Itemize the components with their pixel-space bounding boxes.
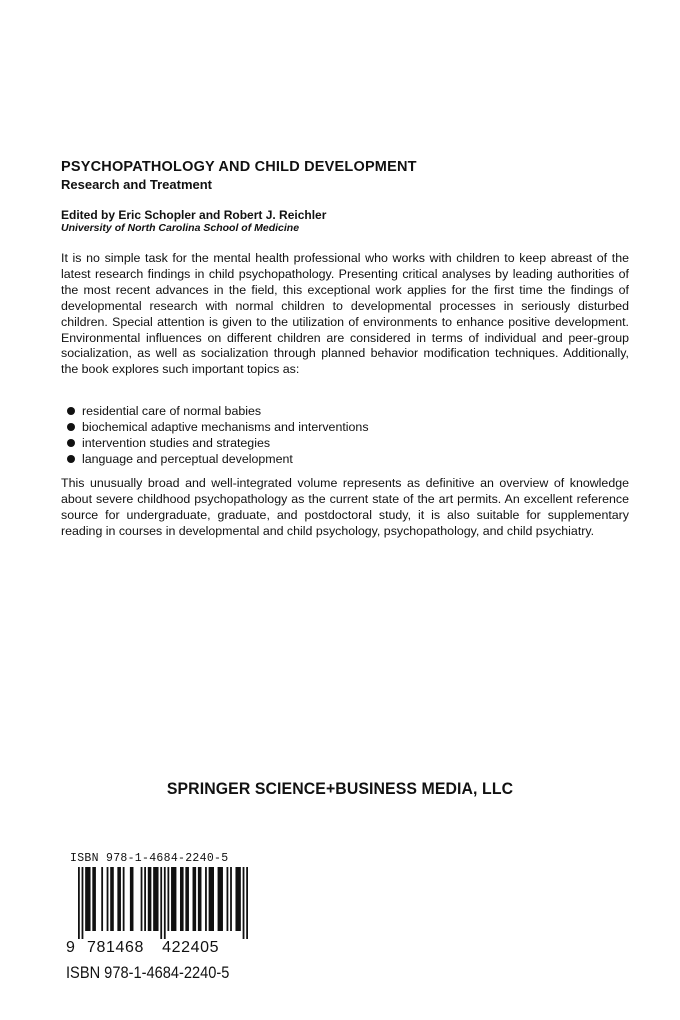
barcode-bar <box>246 867 248 939</box>
description-paragraph-1: It is no simple task for the mental health professional who works with children to keep abreast of the latest research findings in child psychopathology. Presenting critical analyses by leading authorities of the most recent advances in the field, this exceptional work applies for the first time the findings of developmental research with normal children to developmental processes in seriously disturbed children. Special attention is given to the utilization of environments to enhance positive development. Environmental influences on different children are considered in terms of individual and peer-group socialization, as well as socialization through planned behavior modification techniques. Additionally, the book explores such important topics as: <box>61 251 629 377</box>
bullet-icon <box>67 407 75 415</box>
barcode-bar <box>78 867 80 939</box>
barcode-bar <box>218 867 223 931</box>
barcode-bar <box>130 867 134 931</box>
barcode-bar <box>167 867 169 931</box>
barcode-bar <box>85 867 90 931</box>
topic-item <box>66 435 369 451</box>
isbn-label-top: ISBN 978-1-4684-2240-5 <box>70 852 229 865</box>
barcode-digits-left: 781468 <box>87 939 145 956</box>
topic-item <box>66 419 369 435</box>
barcode-bar <box>243 867 245 939</box>
topic-label: biochemical adaptive mechanisms and interventions <box>82 420 369 434</box>
publisher-name: SPRINGER SCIENCE+BUSINESS MEDIA, LLC <box>166 780 514 798</box>
barcode-bar <box>227 867 229 931</box>
topic-label: language and perceptual development <box>82 452 293 466</box>
barcode-bar <box>123 867 125 931</box>
barcode-bar <box>141 867 143 931</box>
barcode-bar <box>164 867 166 939</box>
barcode-bar <box>110 867 114 931</box>
barcode-bar <box>235 867 240 931</box>
barcode-bar <box>180 867 184 931</box>
bullet-icon <box>67 439 75 447</box>
barcode-bar <box>230 867 232 931</box>
barcode-bar <box>160 867 162 939</box>
barcode-bar <box>101 867 103 931</box>
barcode-bar <box>209 867 214 931</box>
barcode-bars <box>78 867 248 939</box>
bullet-icon <box>67 455 75 463</box>
editors-line: Edited by Eric Schopler and Robert J. Reichler <box>61 208 327 222</box>
book-title: PSYCHOPATHOLOGY AND CHILD DEVELOPMENT <box>61 159 417 175</box>
barcode-bar <box>92 867 96 931</box>
barcode-bar <box>117 867 121 931</box>
barcode-bar <box>107 867 109 931</box>
barcode-digits <box>66 939 256 957</box>
barcode-icon <box>78 867 248 939</box>
isbn-label-bottom: ISBN 978-1-4684-2240-5 <box>66 963 230 982</box>
topic-label: residential care of normal babies <box>82 404 262 418</box>
description-paragraph-2: This unusually broad and well-integrated volume represents as definitive an overview of knowledge about severe childhood psychopathology as the current state of the art permits. An excellent reference source for undergraduate, graduate, and postdoctoral study, it is also suitable for supplementary reading in courses in developmental and child psychology, psychopathology, and child psychiatry. <box>61 476 629 538</box>
barcode-bar <box>205 867 207 931</box>
barcode-bar <box>148 867 152 931</box>
book-subtitle: Research and Treatment <box>61 177 213 192</box>
bullet-icon <box>67 423 75 431</box>
barcode-bar <box>82 867 84 939</box>
topics-list <box>66 403 369 467</box>
barcode-block <box>66 852 256 982</box>
barcode-bar <box>198 867 202 931</box>
topic-item <box>66 403 369 419</box>
topic-item <box>66 451 369 467</box>
editors-affiliation: University of North Carolina School of Medicine <box>61 222 300 234</box>
barcode-digits-right: 422405 <box>162 939 220 956</box>
topic-label: intervention studies and strategies <box>82 436 271 450</box>
barcode-bar <box>153 867 158 931</box>
barcode-bar <box>144 867 146 931</box>
barcode-bar <box>193 867 197 931</box>
barcode-lead-digit: 9 <box>66 939 76 956</box>
barcode-bar <box>171 867 176 931</box>
barcode-bar <box>185 867 189 931</box>
